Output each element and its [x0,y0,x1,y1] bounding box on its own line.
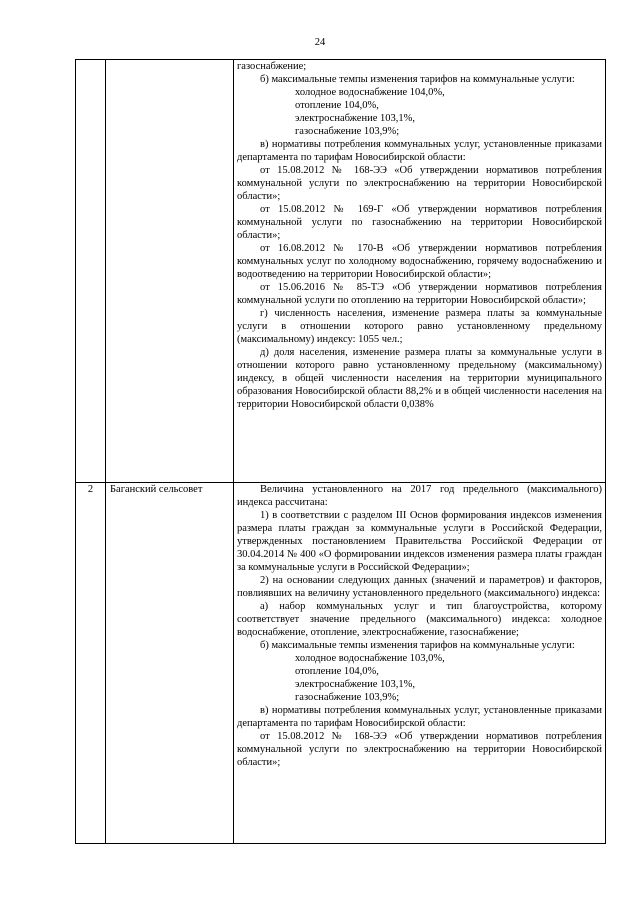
tariff-item: газоснабжение 103,9%; [295,126,400,137]
paragraph: д) доля населения, изменение размера платы за коммунальные услуги в отношении которого равно установленному предельному (максимальному) индексу, в общей численности населения на территории муниципального образования Новосибирской области 88,2% и в общей численности населения на территории Новосибирской области 0,038% [237,347,602,410]
tariff-item: электроснабжение 103,1%, [295,113,415,124]
paragraph: от 15.08.2012 № 168-ЭЭ «Об утверждении нормативов потребления коммунальной услуги по электроснабжению на территории Новосибирской области»; [237,731,602,768]
paragraph: от 15.08.2012 № 169-Г «Об утверждении нормативов потребления коммунальной услуги по газоснабжению на территории Новосибирской области»; [237,204,602,241]
row-text-cell [234,483,606,844]
tariff-item: газоснабжение 103,9%; [295,692,400,703]
table-row [76,60,606,483]
tariff-item: холодное водоснабжение 103,0%, [295,653,445,664]
municipality-name: Баганский сельсовет [106,483,234,844]
paragraph: б) максимальные темпы изменения тарифов на коммунальные услуги: [260,640,575,651]
document-table [75,59,606,844]
paragraph: газоснабжение; [237,61,307,72]
paragraph: б) максимальные темпы изменения тарифов на коммунальные услуги: [260,74,575,85]
tariff-item: отопление 104,0%, [295,666,379,677]
tariff-item: отопление 104,0%, [295,100,379,111]
municipality-name [106,60,234,483]
tariff-item: холодное водоснабжение 104,0%, [295,87,445,98]
row-text-cell [234,60,606,483]
paragraph: от 15.06.2016 № 85-ТЭ «Об утверждении нормативов потребления коммунальной услуги по отоплению на территории Новосибирской области»; [237,282,602,306]
paragraph: в) нормативы потребления коммунальных услуг, установленные приказами департамента по тарифам Новосибирской области: [237,705,602,729]
paragraph: а) набор коммунальных услуг и тип благоустройства, которому соответствует значение предельного (максимального) индекса: холодное водоснабжение, отопление, электроснабжение, газоснабжение; [237,601,602,638]
paragraph: Величина установленного на 2017 год предельного (максимального) индекса рассчитана: [237,484,602,508]
table-row [76,483,606,844]
row-number: 2 [76,483,106,844]
paragraph: 2) на основании следующих данных (значений и параметров) и факторов, повлиявших на величину установленного предельного (максимального) индекса: [237,575,602,599]
paragraph: от 15.08.2012 № 168-ЭЭ «Об утверждении нормативов потребления коммунальной услуги по электроснабжению на территории Новосибирской области»; [237,165,602,202]
tariff-item: электроснабжение 103,1%, [295,679,415,690]
paragraph: от 16.08.2012 № 170-В «Об утверждении нормативов потребления коммунальных услуг по холодному водоснабжению, горячему водоснабжению и водоотведению на территории Новосибирской области»; [237,243,602,280]
row-number [76,60,106,483]
page-number: 24 [314,37,326,48]
paragraph: в) нормативы потребления коммунальных услуг, установленные приказами департамента по тарифам Новосибирской области: [237,139,602,163]
paragraph: г) численность населения, изменение размера платы за коммунальные услуги в отношении которого равно установленному предельному (максимальному) индексу: 1055 чел.; [237,308,602,345]
paragraph: 1) в соответствии с разделом III Основ формирования индексов изменения размера платы граждан за коммунальные услуги в Российской Федерации, утвержденных постановлением Правительства Российской Федерации от 30.04.2014 № 400 «О формировании индексов изменения размера платы граждан за коммунальные услуги в Российской Федерации»; [237,510,602,573]
